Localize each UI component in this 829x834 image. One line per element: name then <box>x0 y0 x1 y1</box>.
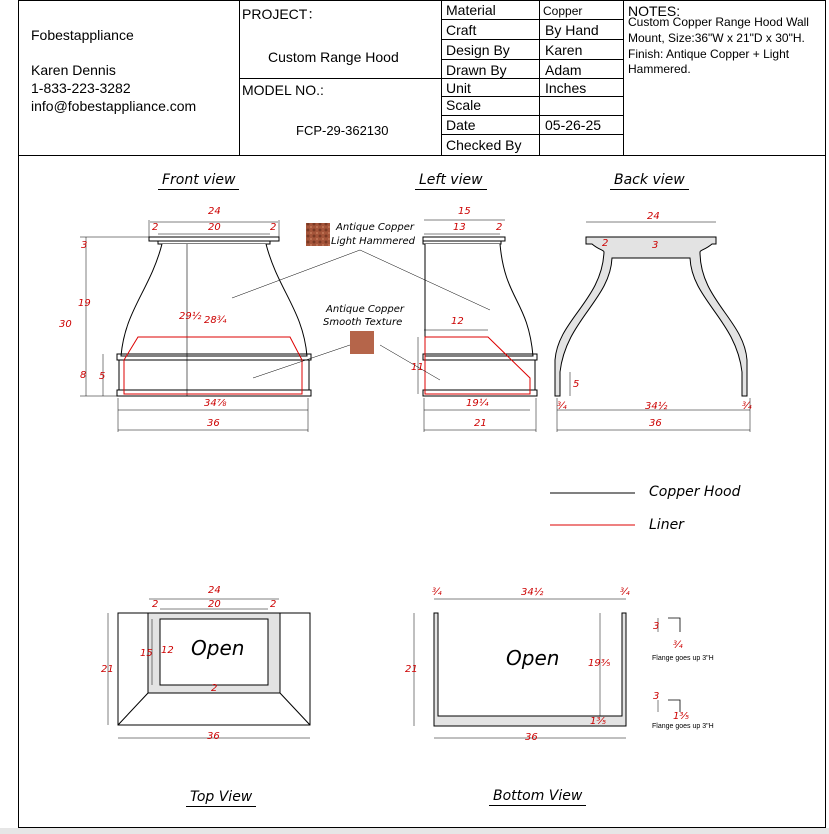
dim-front-lip-right: 2 <box>270 222 277 233</box>
dim-top-inner: 20 <box>208 599 221 610</box>
dim-bottom-edge-right: ¾ <box>620 587 630 598</box>
dim-back-leg-height: 5 <box>573 379 580 390</box>
spec-label-date: Date <box>446 117 476 133</box>
dim-front-liner-top: 29½ <box>179 311 202 322</box>
notes-title: NOTES: <box>628 3 681 19</box>
project-name: Custom Range Hood <box>268 49 399 65</box>
dim-front-top-inner: 20 <box>208 222 221 233</box>
dim-flange-a-width: ¾ <box>673 640 683 651</box>
dim-bottom-width: 36 <box>525 732 538 743</box>
spec-label-checked-by: Checked By <box>446 137 522 153</box>
company-name: Fobestappliance <box>31 27 134 43</box>
dim-top-open-inner: 12 <box>161 645 174 656</box>
dim-front-band: 8 <box>80 370 87 381</box>
legend-hood-label: Copper Hood <box>649 484 741 500</box>
spec-label-unit: Unit <box>446 80 471 96</box>
dim-back-inner: 34½ <box>645 401 668 412</box>
spec-label-design-by: Design By <box>446 42 510 58</box>
dim-left-liner-bottom: 19¼ <box>466 398 489 409</box>
dim-back-crown: 3 <box>652 240 659 251</box>
flange-note-a: Flange goes up 3"H <box>652 655 714 662</box>
project-label: PROJECT： <box>242 6 322 22</box>
flange-note-b: Flange goes up 3"H <box>652 723 714 730</box>
dim-front-liner-bottom: 34⅞ <box>204 398 227 409</box>
front-view-drawing <box>80 220 311 432</box>
callout-smooth-line-1: Antique Copper <box>326 304 404 315</box>
dim-back-edge-right: ¾ <box>742 401 752 412</box>
dim-top-width: 36 <box>207 731 220 742</box>
spec-value-drawn-by: Adam <box>545 62 582 78</box>
dim-top-lip-right: 2 <box>270 599 277 610</box>
back-view-title: Back view <box>610 172 689 190</box>
dim-bottom-edge-left: ¾ <box>432 587 442 598</box>
callout-smooth-line-2: Smooth Texture <box>323 317 403 328</box>
dim-back-lip: 2 <box>602 238 609 249</box>
dim-front-total: 30 <box>59 319 72 330</box>
dim-flange-b: 3 <box>653 691 660 702</box>
dim-left-top: 15 <box>458 206 471 217</box>
model-number: FCP-29-362130 <box>296 123 389 138</box>
front-view-title: Front view <box>158 172 239 190</box>
dim-bottom-bottom: 1⅗ <box>590 716 607 727</box>
dim-bottom-side: 19⅗ <box>588 658 611 669</box>
swatch-smooth <box>350 331 374 354</box>
dim-left-liner-height: 11 <box>411 362 424 373</box>
contact-phone: 1-833-223-3282 <box>31 80 131 96</box>
dim-bottom-height: 21 <box>405 664 418 675</box>
swatch-hammered <box>306 223 330 246</box>
left-view-title: Left view <box>415 172 487 190</box>
dim-top-open-height: 15 <box>140 648 153 659</box>
dim-left-liner-top: 12 <box>451 316 464 327</box>
spec-value-material: Copper <box>543 4 583 18</box>
dim-front-crown: 3 <box>81 240 88 251</box>
notes-line-2: Mount, Size:36"W x 21"D x 30"H. <box>628 31 805 45</box>
dim-back-width: 36 <box>649 418 662 429</box>
dim-bottom-inner: 34½ <box>521 587 544 598</box>
spec-label-craft: Craft <box>446 22 477 38</box>
dim-front-width: 36 <box>207 418 220 429</box>
dim-front-band-inner: 5 <box>99 371 106 382</box>
bottom-view-open-label: Open <box>506 646 560 670</box>
dim-front-liner-inner: 28¾ <box>204 315 227 326</box>
dim-front-body: 19 <box>78 298 91 309</box>
dim-front-lip-left: 2 <box>152 222 159 233</box>
dim-flange-a: 3 <box>653 621 660 632</box>
callout-hammered-line-1: Antique Copper <box>336 222 414 233</box>
contact-email: info@fobestappliance.com <box>31 98 197 114</box>
notes-line-1: Custom Copper Range Hood Wall <box>628 15 809 29</box>
spec-value-craft: By Hand <box>545 22 599 38</box>
dim-back-edge-left: ¾ <box>557 401 567 412</box>
spec-label-scale: Scale <box>446 97 482 113</box>
top-view-drawing <box>108 599 310 738</box>
notes-line-3: Finish: Antique Copper + Light <box>628 47 790 61</box>
callout-hammered-line-2: Light Hammered <box>331 236 416 247</box>
bottom-view-title: Bottom View <box>489 788 586 806</box>
dim-flange-b-width: 1⅗ <box>673 711 690 722</box>
dim-top-wall: 2 <box>211 683 218 694</box>
dim-top-lip-left: 2 <box>152 599 159 610</box>
dim-top-depth: 21 <box>101 664 114 675</box>
top-view-title: Top View <box>186 789 256 807</box>
dim-front-top: 24 <box>208 206 221 217</box>
legend-liner-label: Liner <box>649 517 684 533</box>
dim-left-depth: 21 <box>474 418 487 429</box>
spec-label-drawn-by: Drawn By <box>446 62 507 78</box>
spec-label-material: Material <box>446 2 496 18</box>
dim-left-top-inner: 13 <box>453 222 466 233</box>
notes-line-4: Hammered. <box>628 62 691 76</box>
spec-value-design-by: Karen <box>545 42 583 58</box>
dim-left-lip: 2 <box>496 222 503 233</box>
contact-name: Karen Dennis <box>31 62 116 78</box>
top-view-open-label: Open <box>191 636 245 660</box>
spec-value-date: 05-26-25 <box>545 117 602 133</box>
spec-value-unit: Inches <box>545 80 587 96</box>
model-label: MODEL NO.: <box>242 82 324 98</box>
dim-top-top: 24 <box>208 585 221 596</box>
dim-back-top: 24 <box>647 211 660 222</box>
